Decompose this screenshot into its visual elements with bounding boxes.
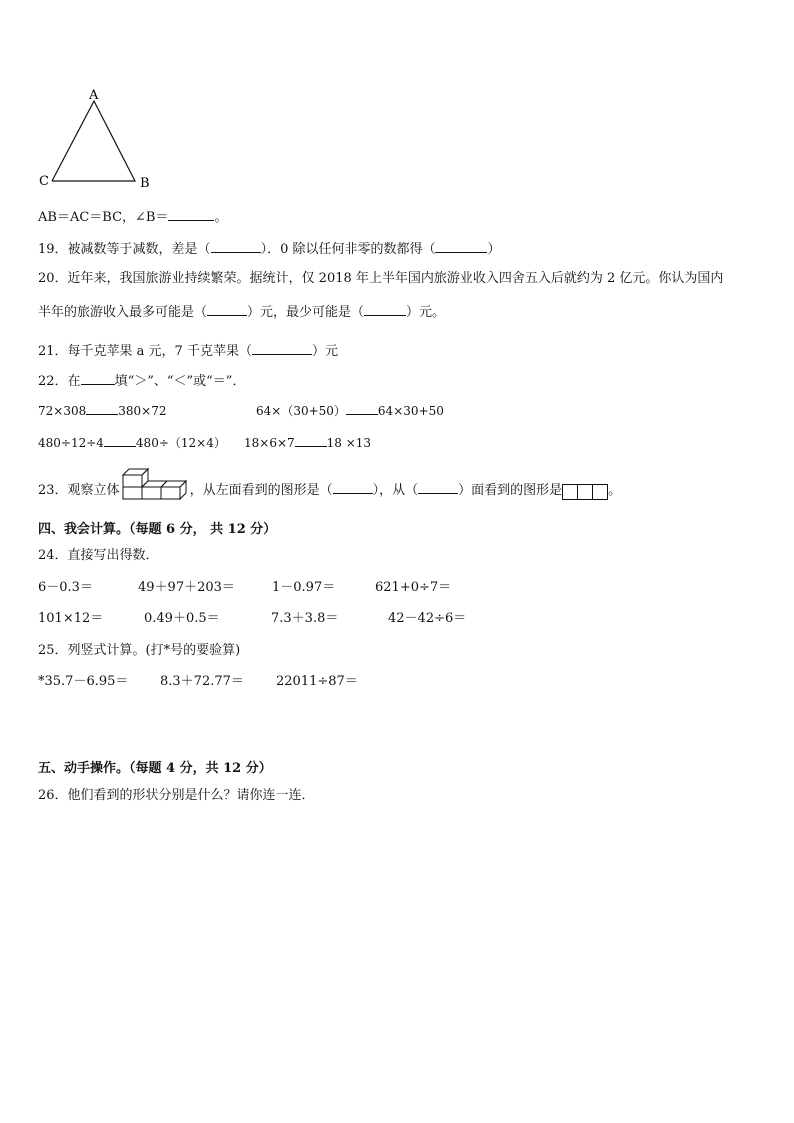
q21-part1: 每千克苹果 a 元，7 千克苹果（ [67,344,252,359]
q22-r2l-blank[interactable] [104,434,136,447]
q24-r1-c4: 621+0÷7＝ [375,580,452,595]
q24-r1-c1: 6－0.3＝ [38,580,93,595]
q25-item-3: 22011÷87＝ [276,674,358,689]
q22-r2r-expr-a: 18×6×7 [244,436,295,450]
q24-r1-c3: 1－0.97＝ [272,580,336,595]
q25-item-1: *35.7－6.95＝ [38,674,129,689]
q19-part2: ）．0 除以任何非零的数都得（ [260,242,436,257]
vertex-label-a: A [89,88,99,103]
q23-blank-direction[interactable] [418,480,458,494]
q26-number: 26． [38,788,68,803]
q20-part-a: 半年的旅游收入最多可能是（ [38,305,208,320]
q22-r2l-expr-a: 480÷12÷4 [38,436,104,450]
q22-row1-right [256,402,444,420]
q20-blank-min[interactable] [364,302,406,316]
q22-r1l-blank[interactable] [86,402,118,415]
q20-number: 20． [38,271,68,286]
q23-part5: 。 [608,483,622,498]
cube-stack-figure [118,464,192,504]
q23-part1: 观察立体 [67,483,120,498]
q21-number: 21． [38,344,68,359]
question-20-line-1 [38,270,723,288]
q22-row2-right [244,434,371,452]
q19-number: 19． [38,242,68,257]
question-22 [38,371,245,391]
question-20-line-2 [38,302,445,322]
equilateral-triangle-figure [30,84,160,192]
q24-r2-c2: 0.49＋0.5＝ [144,611,220,626]
section-5-heading: 五、动手操作。（每题 4 分，共 12 分） [38,761,272,776]
q21-blank[interactable] [252,341,312,355]
q18-line [38,207,227,227]
q24-title: 直接写出得数． [67,548,159,563]
q19-blank-1[interactable] [211,239,261,253]
q20-line1: 近年来，我国旅游业持续繁荣。据统计，仅 2018 年上半年国内旅游业收入四舍五入后就约为 2 亿元。你认为国内 [67,271,724,286]
q22-r1r-blank[interactable] [346,402,378,415]
triangle-outline [52,101,135,181]
q24-number: 24． [38,548,68,563]
q22-row2-left [38,434,226,452]
question-25 [38,642,240,660]
q18-answer-blank[interactable] [168,207,214,221]
question-19 [38,239,500,259]
q25-number: 25． [38,643,68,658]
q22-r2r-blank[interactable] [295,434,327,447]
q22-r1l-expr-b: 380×72 [118,404,167,418]
q24-r2-c4: 42－42÷6＝ [388,611,467,626]
q19-part3: ） [487,242,501,257]
q22-r1l-expr-a: 72×308 [38,404,87,418]
q24-r1-c2: 49＋97＋203＝ [138,580,235,595]
q26-title: 他们看到的形状分别是什么？请你连一连． [67,788,315,803]
q25-item-2: 8.3＋72.77＝ [160,674,244,689]
q22-r2r-expr-b: 18 ×13 [326,436,372,450]
question-24 [38,547,159,565]
vertex-label-b: B [140,176,150,191]
q23-number: 23． [38,483,68,498]
q22-r2l-expr-b: 480÷（12×4） [135,436,226,450]
q22-inst-b: 填“＞”、“＜”或“＝”． [114,374,246,389]
question-21 [38,341,338,361]
three-square-view-figure [562,484,608,500]
q18-text: AB＝AC＝BC，∠B＝ [38,210,169,225]
q22-r1r-expr-a: 64×（30+50） [256,404,346,418]
q18-end: 。 [214,210,228,225]
q20-blank-max[interactable] [207,302,247,316]
q23-part4: ）面看到的图形是 [458,483,563,498]
q23-part3: ），从（ [372,483,419,498]
q19-part1: 被减数等于减数，差是（ [67,242,211,257]
q21-part2: ）元 [311,344,338,359]
q22-number: 22． [38,374,68,389]
vertex-label-c: C [39,174,49,189]
q23-blank-left-view[interactable] [333,480,373,494]
q24-r2-c1: 101×12＝ [38,611,104,626]
section-4-heading: 四、我会计算。（每题 6 分， 共 12 分） [38,522,277,537]
q19-blank-2[interactable] [435,239,487,253]
q22-row1-left [38,402,166,420]
q22-r1r-expr-b: 64×30+50 [377,404,444,418]
q22-instruction-blank [81,371,115,385]
q20-part-c: ）元。 [406,305,446,320]
q25-title: 列竖式计算。(打*号的要验算) [67,643,241,658]
q22-inst-a: 在 [67,374,81,389]
question-26 [38,787,315,805]
q23-part2: ，从左面看到的图形是（ [189,483,333,498]
q20-part-b: ）元，最少可能是（ [247,305,365,320]
q24-r2-c3: 7.3＋3.8＝ [271,611,339,626]
